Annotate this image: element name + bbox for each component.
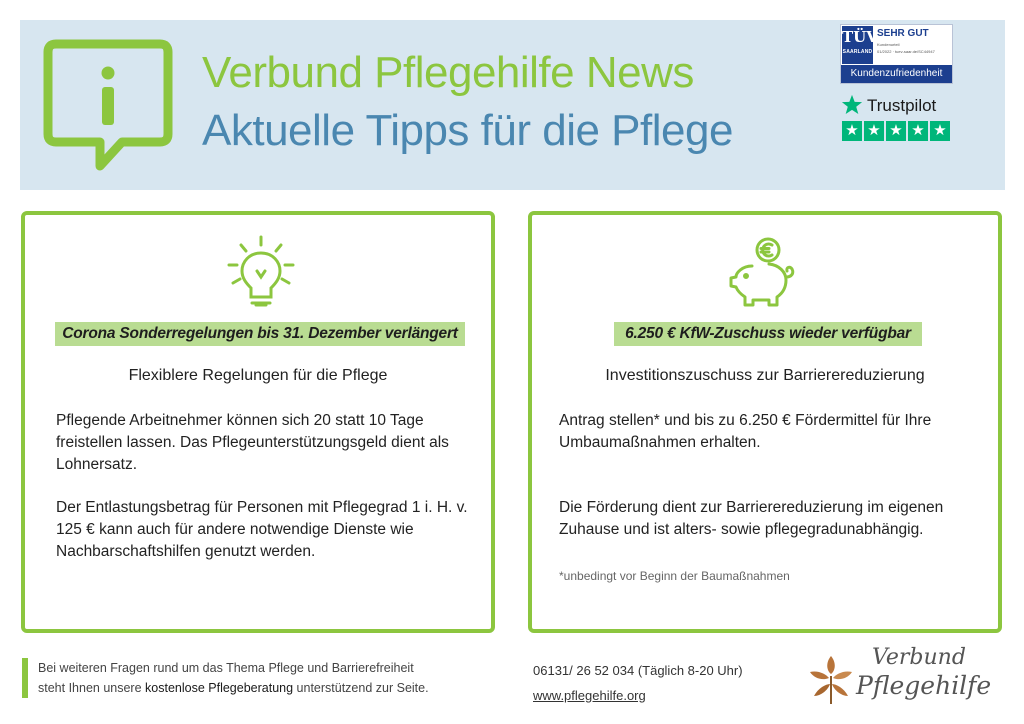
lightbulb-icon xyxy=(221,233,301,313)
phone-number[interactable]: 06131/ 26 52 034 (Täglich 8-20 Uhr) xyxy=(533,663,743,678)
trustpilot-star-icon xyxy=(841,94,863,116)
card-footnote: *unbedingt vor Beginn der Baumaßnahmen xyxy=(559,569,790,583)
website-link[interactable]: www.pflegehilfe.org xyxy=(533,688,646,703)
card-paragraph: Der Entlastungsbetrag für Personen mit Pflegegrad 1 i. H. v. 125 € kann auch für andere notwendige Dienste wie Nachbarschaftshilfen genutzt werden. xyxy=(56,499,468,560)
footer-line: Bei weiteren Fragen rund um das Thema Pflege und Barrierefreiheit xyxy=(38,661,414,675)
info-speech-bubble-icon xyxy=(42,38,174,174)
card-headline: 6.250 € KfW-Zuschuss wieder verfügbar xyxy=(614,322,922,346)
tuv-seal xyxy=(840,24,953,84)
leaf-logo-icon xyxy=(806,648,856,706)
brand-word: Pflegehilfe xyxy=(856,671,992,700)
tuv-logo: TÜV SAARLAND xyxy=(842,26,873,64)
verbund-pflegehilfe-logo xyxy=(806,640,1006,710)
newsletter-subtitle: Aktuelle Tipps für die Pflege xyxy=(202,106,733,155)
trustpilot-rating xyxy=(842,121,950,141)
rating-star-icon: ★ xyxy=(908,121,928,141)
consultation-highlight: kostenlose Pflegeberatung xyxy=(145,681,294,695)
card-paragraph: Pflegende Arbeitnehmer können sich 20 statt 10 Tage freistellen lassen. Das Pflegeunterstützungsgeld dient als Lohnersatz. xyxy=(56,412,449,473)
newsletter-title: Verbund Pflegehilfe News xyxy=(202,48,694,97)
info-card-corona xyxy=(21,211,495,633)
rating-star-icon: ★ xyxy=(886,121,906,141)
tuv-small-text: Kundenurteil xyxy=(877,42,900,47)
rating-star-icon: ★ xyxy=(864,121,884,141)
card-paragraph: Die Förderung dient zur Barrierereduzierung im eigenen Zuhause und ist alters- sowie pflegegradunabhängig. xyxy=(559,499,944,538)
card-paragraph: Antrag stellen* und bis zu 6.250 € Fördermittel für Ihre Umbaumaßnahmen erhalten. xyxy=(559,412,932,451)
tuv-grade: SEHR GUT xyxy=(877,28,929,39)
trustpilot-name: Trustpilot xyxy=(867,96,937,115)
info-card-kfw xyxy=(528,211,1002,633)
tuv-label: Kundenzufriedenheit xyxy=(841,65,952,83)
rating-star-icon: ★ xyxy=(842,121,862,141)
card-subtitle: Investitionszuschuss zur Barrierereduzierung xyxy=(605,367,925,384)
card-subtitle: Flexiblere Regelungen für die Pflege xyxy=(128,367,388,384)
rating-star-icon: ★ xyxy=(930,121,950,141)
footer-text xyxy=(38,658,429,698)
card-headline: Corona Sonderregelungen bis 31. Dezember verlängert xyxy=(55,322,465,346)
tuv-small-text: 01/2022 · tuev-saar.de/SC44947 xyxy=(877,49,935,54)
footer-accent-bar xyxy=(22,658,28,698)
footer-line: steht Ihnen unsere kostenlose Pflegeberatung unterstützend zur Seite. xyxy=(38,681,429,695)
contact-info xyxy=(533,658,743,708)
piggy-bank-euro-icon xyxy=(724,233,804,313)
brand-word: Verbund xyxy=(872,645,966,670)
